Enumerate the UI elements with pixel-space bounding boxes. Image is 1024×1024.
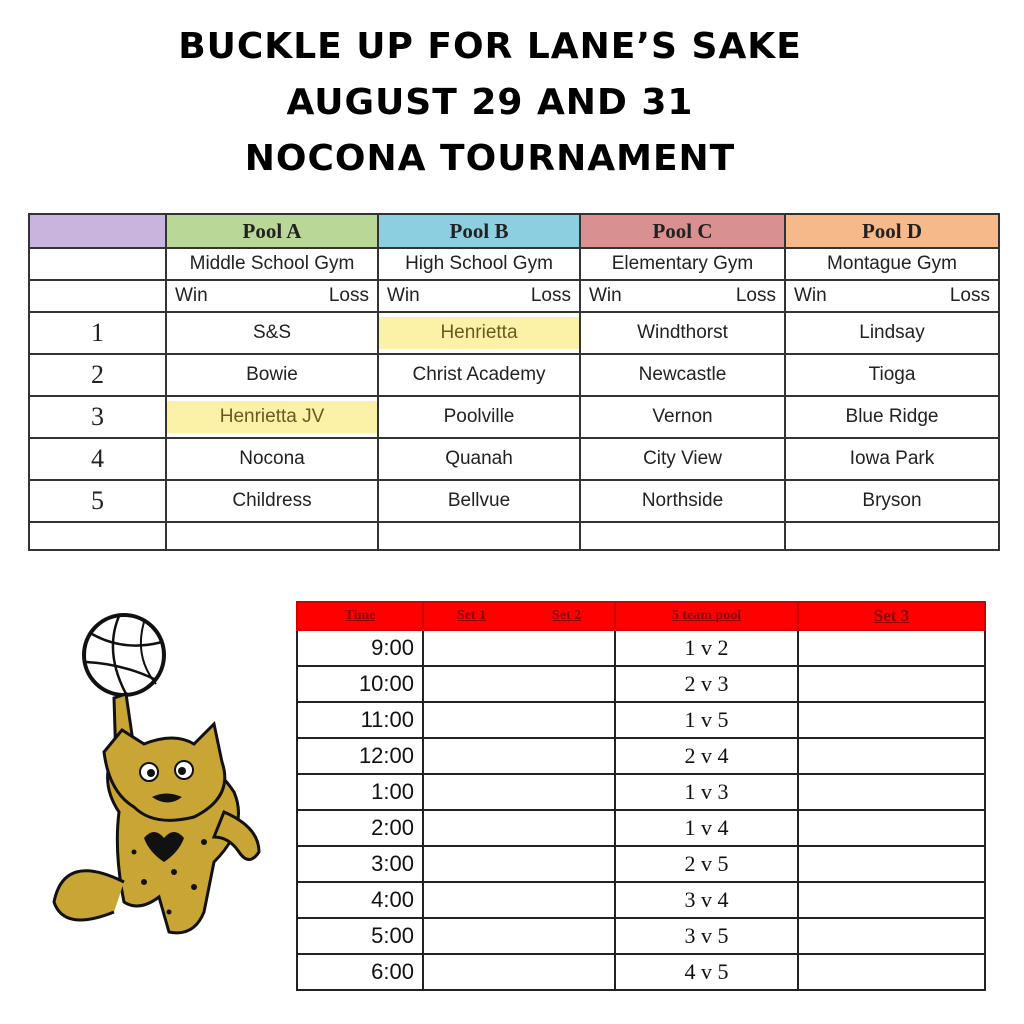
team-name: Henrietta bbox=[379, 317, 579, 349]
time-cell: 9:00 bbox=[297, 630, 423, 666]
pool-c-location: Elementary Gym bbox=[580, 248, 785, 280]
table-row bbox=[297, 918, 985, 954]
team-cell: Lindsay bbox=[785, 312, 999, 354]
team-cell: Northside bbox=[580, 480, 785, 522]
win-loss-cell bbox=[166, 280, 378, 312]
empty-cell bbox=[798, 810, 985, 846]
row-number: 2 bbox=[29, 354, 166, 396]
win-label: Win bbox=[175, 285, 208, 306]
pool-d-location: Montague Gym bbox=[785, 248, 999, 280]
pool-header-row bbox=[29, 214, 999, 248]
table-row bbox=[29, 438, 999, 480]
pools-table bbox=[28, 213, 1000, 551]
corner-cell bbox=[29, 214, 166, 248]
team-cell: Tioga bbox=[785, 354, 999, 396]
empty-cell bbox=[423, 918, 615, 954]
empty-cell bbox=[580, 522, 785, 550]
empty-cell bbox=[798, 882, 985, 918]
win-loss-cell bbox=[785, 280, 999, 312]
match-cell: 4 v 5 bbox=[615, 954, 798, 990]
team-cell: Nocona bbox=[166, 438, 378, 480]
match-cell: 2 v 4 bbox=[615, 738, 798, 774]
schedule-table bbox=[296, 601, 986, 991]
table-row bbox=[297, 738, 985, 774]
table-row bbox=[297, 810, 985, 846]
empty-cell bbox=[798, 846, 985, 882]
empty-cell bbox=[378, 522, 580, 550]
empty-cell bbox=[798, 774, 985, 810]
win-label: Win bbox=[589, 285, 622, 306]
empty-cell bbox=[423, 954, 615, 990]
time-cell: 5:00 bbox=[297, 918, 423, 954]
empty-cell bbox=[785, 522, 999, 550]
blank-row bbox=[29, 522, 999, 550]
pool-b-location: High School Gym bbox=[378, 248, 580, 280]
time-header: Time bbox=[297, 602, 423, 630]
set-3-header: Set 3 bbox=[798, 602, 985, 630]
win-label: Win bbox=[794, 285, 827, 306]
empty-cell bbox=[798, 666, 985, 702]
table-row bbox=[29, 312, 999, 354]
pool-a-header: Pool A bbox=[166, 214, 378, 248]
match-cell: 3 v 5 bbox=[615, 918, 798, 954]
pool-c-header: Pool C bbox=[580, 214, 785, 248]
team-cell: Windthorst bbox=[580, 312, 785, 354]
team-cell-highlighted bbox=[166, 396, 378, 438]
win-label: Win bbox=[387, 285, 420, 306]
loss-label: Loss bbox=[949, 285, 990, 306]
empty-cell bbox=[423, 774, 615, 810]
team-name: Henrietta JV bbox=[167, 401, 377, 433]
match-cell: 1 v 3 bbox=[615, 774, 798, 810]
empty-cell bbox=[423, 882, 615, 918]
empty-cell bbox=[798, 954, 985, 990]
row-number: 5 bbox=[29, 480, 166, 522]
row-number: 1 bbox=[29, 312, 166, 354]
team-cell: Vernon bbox=[580, 396, 785, 438]
match-cell: 2 v 3 bbox=[615, 666, 798, 702]
table-row bbox=[29, 480, 999, 522]
empty-cell bbox=[423, 666, 615, 702]
match-cell: 3 v 4 bbox=[615, 882, 798, 918]
loss-label: Loss bbox=[530, 285, 571, 306]
loss-label: Loss bbox=[735, 285, 776, 306]
time-cell: 6:00 bbox=[297, 954, 423, 990]
pool-d-header: Pool D bbox=[785, 214, 999, 248]
loss-label: Loss bbox=[328, 285, 369, 306]
win-loss-cell bbox=[378, 280, 580, 312]
team-cell: City View bbox=[580, 438, 785, 480]
empty-cell bbox=[29, 248, 166, 280]
pool-a-location: Middle School Gym bbox=[166, 248, 378, 280]
table-row bbox=[297, 882, 985, 918]
match-cell: 1 v 2 bbox=[615, 630, 798, 666]
empty-cell bbox=[423, 702, 615, 738]
team-cell: S&S bbox=[166, 312, 378, 354]
set-2-header: Set 2 bbox=[551, 608, 582, 623]
schedule-header-row bbox=[297, 602, 985, 630]
time-cell: 4:00 bbox=[297, 882, 423, 918]
empty-cell bbox=[798, 630, 985, 666]
title-line-1: BUCKLE UP FOR LANE’S SAKE bbox=[178, 26, 802, 67]
set-1-header: Set 1 bbox=[456, 608, 487, 623]
time-cell: 10:00 bbox=[297, 666, 423, 702]
empty-cell bbox=[423, 810, 615, 846]
table-row bbox=[297, 846, 985, 882]
team-cell: Poolville bbox=[378, 396, 580, 438]
empty-cell bbox=[798, 738, 985, 774]
team-cell: Childress bbox=[166, 480, 378, 522]
location-row bbox=[29, 248, 999, 280]
win-loss-cell bbox=[580, 280, 785, 312]
title-line-2: AUGUST 29 AND 31 bbox=[286, 82, 694, 123]
table-row bbox=[29, 354, 999, 396]
empty-cell bbox=[29, 280, 166, 312]
empty-cell bbox=[29, 522, 166, 550]
pool-b-header: Pool B bbox=[378, 214, 580, 248]
wildcat-volleyball-mascot-icon bbox=[44, 612, 274, 957]
table-row bbox=[297, 702, 985, 738]
team-cell: Christ Academy bbox=[378, 354, 580, 396]
team-cell: Bellvue bbox=[378, 480, 580, 522]
table-row bbox=[297, 630, 985, 666]
empty-cell bbox=[423, 738, 615, 774]
time-cell: 11:00 bbox=[297, 702, 423, 738]
volleyball-icon bbox=[84, 615, 164, 695]
pool-header: 5 team pool bbox=[615, 602, 798, 630]
row-number: 4 bbox=[29, 438, 166, 480]
time-cell: 3:00 bbox=[297, 846, 423, 882]
team-cell: Newcastle bbox=[580, 354, 785, 396]
time-cell: 12:00 bbox=[297, 738, 423, 774]
team-cell-highlighted bbox=[378, 312, 580, 354]
time-cell: 2:00 bbox=[297, 810, 423, 846]
team-cell: Blue Ridge bbox=[785, 396, 999, 438]
empty-cell bbox=[423, 630, 615, 666]
time-cell: 1:00 bbox=[297, 774, 423, 810]
row-number: 3 bbox=[29, 396, 166, 438]
match-cell: 1 v 4 bbox=[615, 810, 798, 846]
empty-cell bbox=[423, 846, 615, 882]
team-cell: Bryson bbox=[785, 480, 999, 522]
team-cell: Iowa Park bbox=[785, 438, 999, 480]
empty-cell bbox=[166, 522, 378, 550]
win-loss-row bbox=[29, 280, 999, 312]
empty-cell bbox=[798, 702, 985, 738]
match-cell: 1 v 5 bbox=[615, 702, 798, 738]
match-cell: 2 v 5 bbox=[615, 846, 798, 882]
team-cell: Quanah bbox=[378, 438, 580, 480]
empty-cell bbox=[798, 918, 985, 954]
table-row bbox=[29, 396, 999, 438]
table-row bbox=[297, 774, 985, 810]
team-cell: Bowie bbox=[166, 354, 378, 396]
table-row bbox=[297, 954, 985, 990]
title-line-3: NOCONA TOURNAMENT bbox=[244, 138, 736, 179]
sets-header bbox=[423, 602, 615, 630]
table-row bbox=[297, 666, 985, 702]
